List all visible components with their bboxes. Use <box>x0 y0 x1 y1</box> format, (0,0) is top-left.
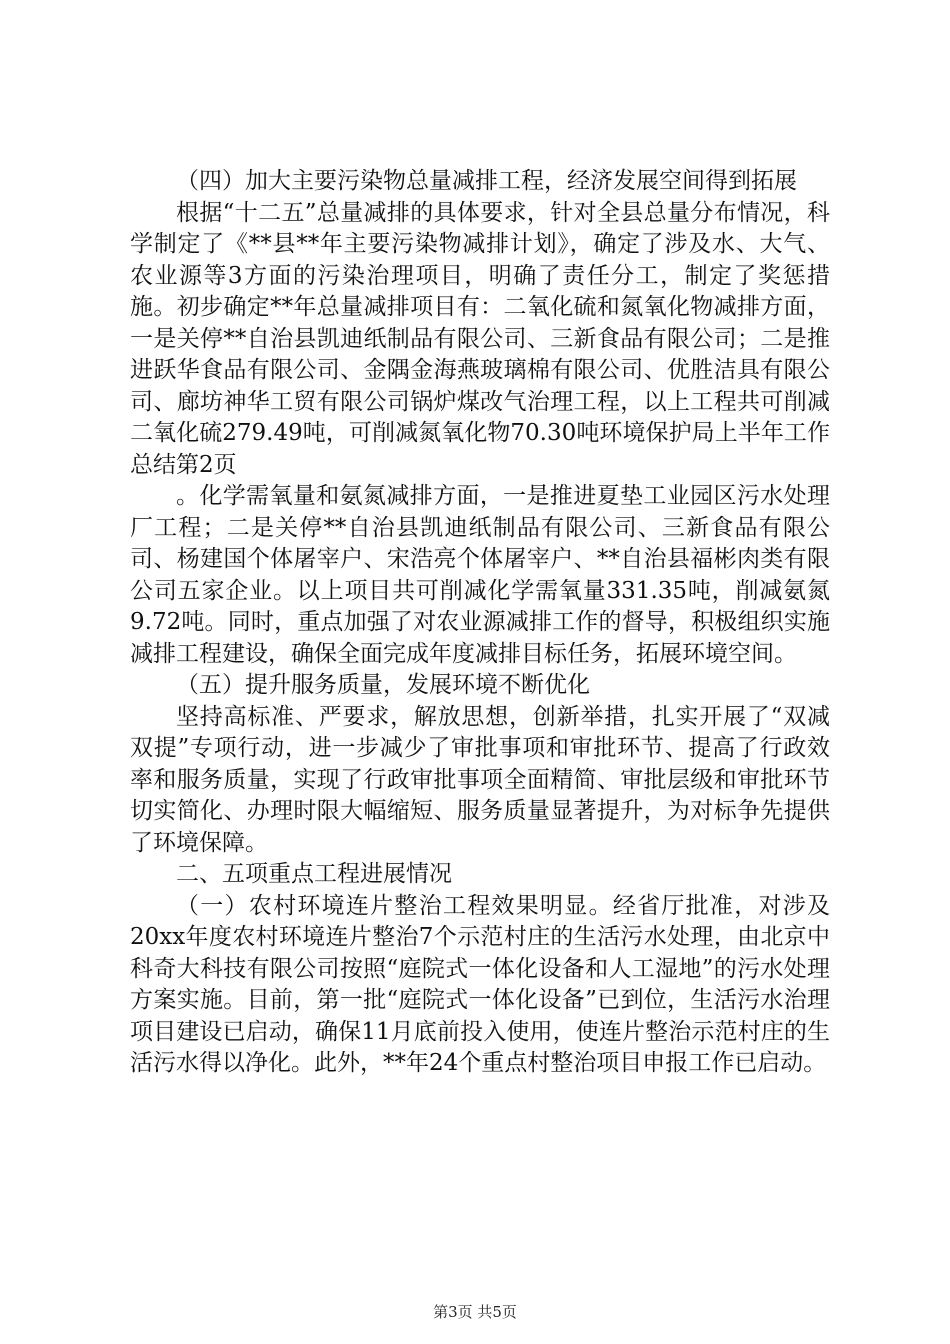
section-heading-2: 二、五项重点工程进展情况 <box>176 861 452 887</box>
section-heading-5: （五）提升服务质量，发展环境不断优化 <box>176 672 590 698</box>
document-body <box>130 166 830 1080</box>
body-paragraph: 坚持高标准、严要求，解放思想，创新举措，扎实开展了“双减双提”专项行动，进一步减少了审批事项和审批环节、提高了行政效率和服务质量，实现了行政审批事项全面精简、审批层级和审批环节切实简化、办理时限大幅缩短、服务质量显著提升，为对标争先提供了环境保障。 <box>130 703 830 856</box>
body-paragraph: （一）农村环境连片整治工程效果明显。经省厅批准，对涉及20xx年度农村环境连片整治7个示范村庄的生活污水处理，由北京中科奇大科技有限公司按照“庭院式一体化设备和人工湿地”的污水处理方案实施。目前，第一批“庭院式一体化设备”已到位，生活污水治理项目建设已启动，确保11月底前投入使用，使连片整治示范村庄的生活污水得以净化。此外，**年24个重点村整治项目申报工作已启动。 <box>130 892 830 1076</box>
body-paragraph: 。化学需氧量和氨氮减排方面，一是推进夏垫工业园区污水处理厂工程；二是关停**自治县凯迪纸制品有限公司、三新食品有限公司、杨建国个体屠宰户、宋浩亮个体屠宰户、**自治县福彬肉类有限公司五家企业。以上项目共可削减化学需氧量331.35吨，削减氨氮9.72吨。同时，重点加强了对农业源减排工作的督导，积极组织实施减排工程建设，确保全面完成年度减排目标任务，拓展环境空间。 <box>130 483 830 667</box>
section-heading-4: （四）加大主要污染物总量减排工程，经济发展空间得到拓展 <box>176 168 797 194</box>
body-paragraph: 根据“十二五”总量减排的具体要求，针对全县总量分布情况，科学制定了《**县**年主要污染物减排计划》，确定了涉及水、大气、农业源等3方面的污染治理项目，明确了责任分工，制定了奖惩措施。初步确定**年总量减排项目有：二氧化硫和氮氧化物减排方面，一是关停**自治县凯迪纸制品有限公司、三新食品有限公司；二是推进跃华食品有限公司、金隅金海燕玻璃棉有限公司、优胜洁具有限公司、廊坊神华工贸有限公司锅炉煤改气治理工程，以上工程共可削减二氧化硫279.49吨，可削减氮氧化物70.30吨环境保护局上半年工作总结第2页 <box>130 199 830 478</box>
page-footer: 第3页 共5页 <box>433 1303 517 1321</box>
